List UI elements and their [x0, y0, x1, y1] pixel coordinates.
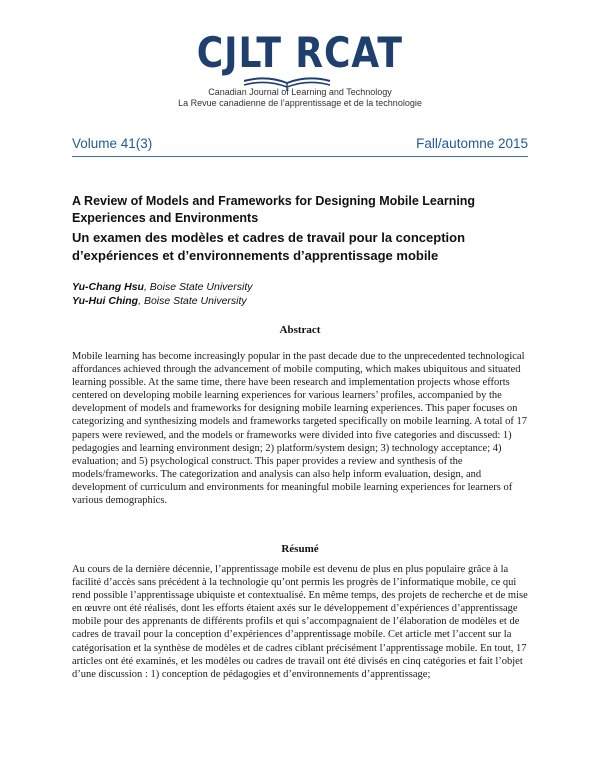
article-title-french: Un examen des modèles et cadres de travail pour la conception d’expériences et d’environnements d’apprentissage mobile — [72, 230, 466, 263]
volume-label: Volume 41(3) — [72, 136, 153, 151]
author-name: Yu-Hui Ching — [72, 295, 139, 307]
season-label: Fall/automne 2015 — [416, 136, 528, 151]
journal-name-french: La Revue canadienne de l’apprentissage et de la technologie — [178, 98, 422, 108]
journal-logo-text: CJLT RCAT — [196, 28, 404, 77]
author-line — [72, 281, 253, 293]
abstract-heading: Abstract — [279, 324, 321, 336]
journal-logo — [180, 30, 420, 76]
author-affiliation: , Boise State University — [143, 281, 253, 293]
resume-heading: Résumé — [281, 543, 319, 555]
author-name: Yu-Chang Hsu — [72, 281, 144, 293]
author-line — [72, 295, 247, 307]
journal-name-english: Canadian Journal of Learning and Technology — [208, 87, 392, 97]
header-divider — [72, 156, 528, 157]
resume-text: Au cours de la dernière décennie, l’apprentissage mobile est devenu de plus en plus populaire grâce à la facilité d’accès sans précédent à la technologie qu’ont permis les progrès de l’informatique mobile, ce qui rend possible l’apprentissage ubiquiste et contextualisé. En même temps, des projets de recherche et de mise en œuvre ont été réalisés, dont les efforts étaient axés sur le développement d’expériences d’apprentissage mobile pour des apprenants de différents profils et qui s’accompagnaient de l’élaboration de modèles et de cadres de travail pour la conception d’expériences d’apprentissage mobile. Cet article met l’accent sur la catégorisation et la synthèse de modèles et de cadres ciblant précisément l’apprentissage mobile. En tout, 17 articles ont été examinés, et les modèles ou cadres de travail ont été divisés en cinq catégories et fait l’objet d’une discussion : 1) conception de pédagogies et d’environnements d’apprentissage; — [72, 564, 528, 680]
journal-masthead — [0, 30, 600, 76]
author-affiliation: , Boise State University — [138, 295, 247, 307]
article-title-english: A Review of Models and Frameworks for Designing Mobile Learning Experiences and Environments — [72, 194, 476, 225]
abstract-text: Mobile learning has become increasingly popular in the past decade due to the unprecedented technological affordances achieved through the advancement of mobile computing, which makes ubiquitous and situated learning possible. At the same time, there have been research and implementation projects whose efforts centered on developing mobile learning experiences for various learners’ profiles, accompanied by the development of models and frameworks for designing mobile learning experiences. This paper focuses on categorizing and synthesizing models and frameworks targeted specifically on mobile learning. A total of 17 papers were reviewed, and the models or frameworks were divided into five categories and discussed: 1) pedagogies and learning environment design; 2) platform/system design; 3) technology acceptance; 4) evaluation; and 5) psychological construct. This paper provides a review and synthesis of the models/frameworks. The categorization and analysis can also help inform evaluation, design, and development of curriculum and environments for meaningful mobile learning experiences for learners of various demographics. — [72, 351, 527, 507]
